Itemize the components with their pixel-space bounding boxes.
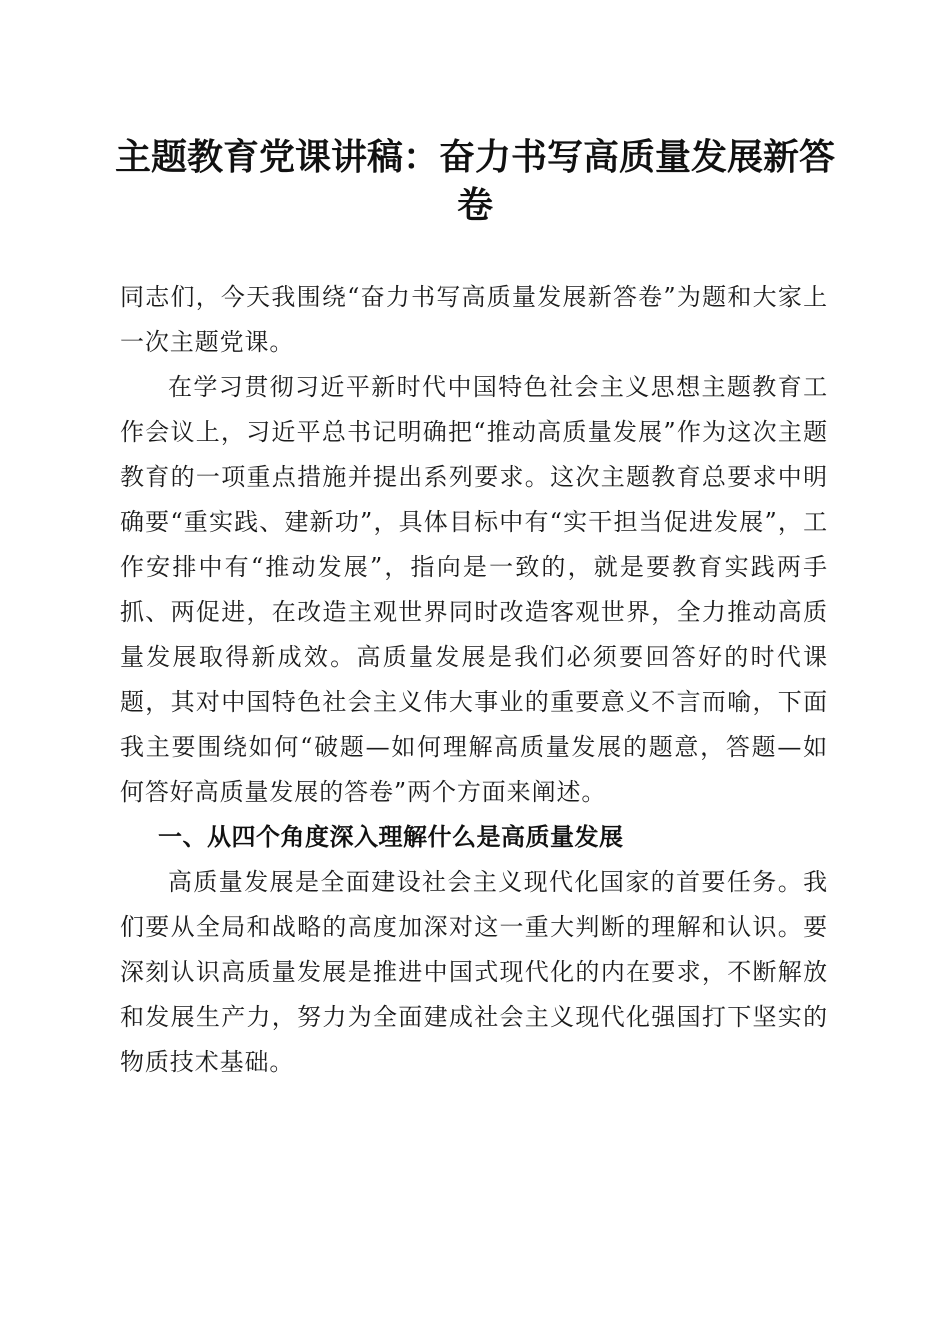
- context-paragraph: 在学习贯彻习近平新时代中国特色社会主义思想主题教育工作会议上，习近平总书记明确把“推动高质量发展”作为这次主题教育的一项重点措施并提出系列要求。这次主题教育总要求中明确要“重实践、建新功”，具体目标中有“实干担当促进发展”，工作安排中有“推动发展”，指向是一致的，就是要教育实践两手抓、两促进，在改造主观世界同时改造客观世界，全力推动高质量发展取得新成效。高质量发展是我们必须要回答好的时代课题，其对中国特色社会主义伟大事业的重要意义不言而喻，下面我主要围绕如何“破题—如何理解高质量发展的题意，答题—如何答好高质量发展的答卷”两个方面来阐述。: [120, 373, 828, 806]
- document-title: 主题教育党课讲稿：奋力书写高质量发展新答卷: [114, 136, 835, 226]
- section-heading: 一、从四个角度深入理解什么是高质量发展: [158, 823, 624, 851]
- section-paragraph: 高质量发展是全面建设社会主义现代化国家的首要任务。我们要从全局和战略的高度加深对这一重大判断的理解和认识。要深刻认识高质量发展是推进中国式现代化的内在要求，不断解放和发展生产力，努力为全面建成社会主义现代化强国打下坚实的物质技术基础。: [120, 868, 828, 1076]
- document-body: [120, 275, 828, 1085]
- intro-paragraph: 同志们，今天我围绕“奋力书写高质量发展新答卷”为题和大家上一次主题党课。: [120, 283, 828, 356]
